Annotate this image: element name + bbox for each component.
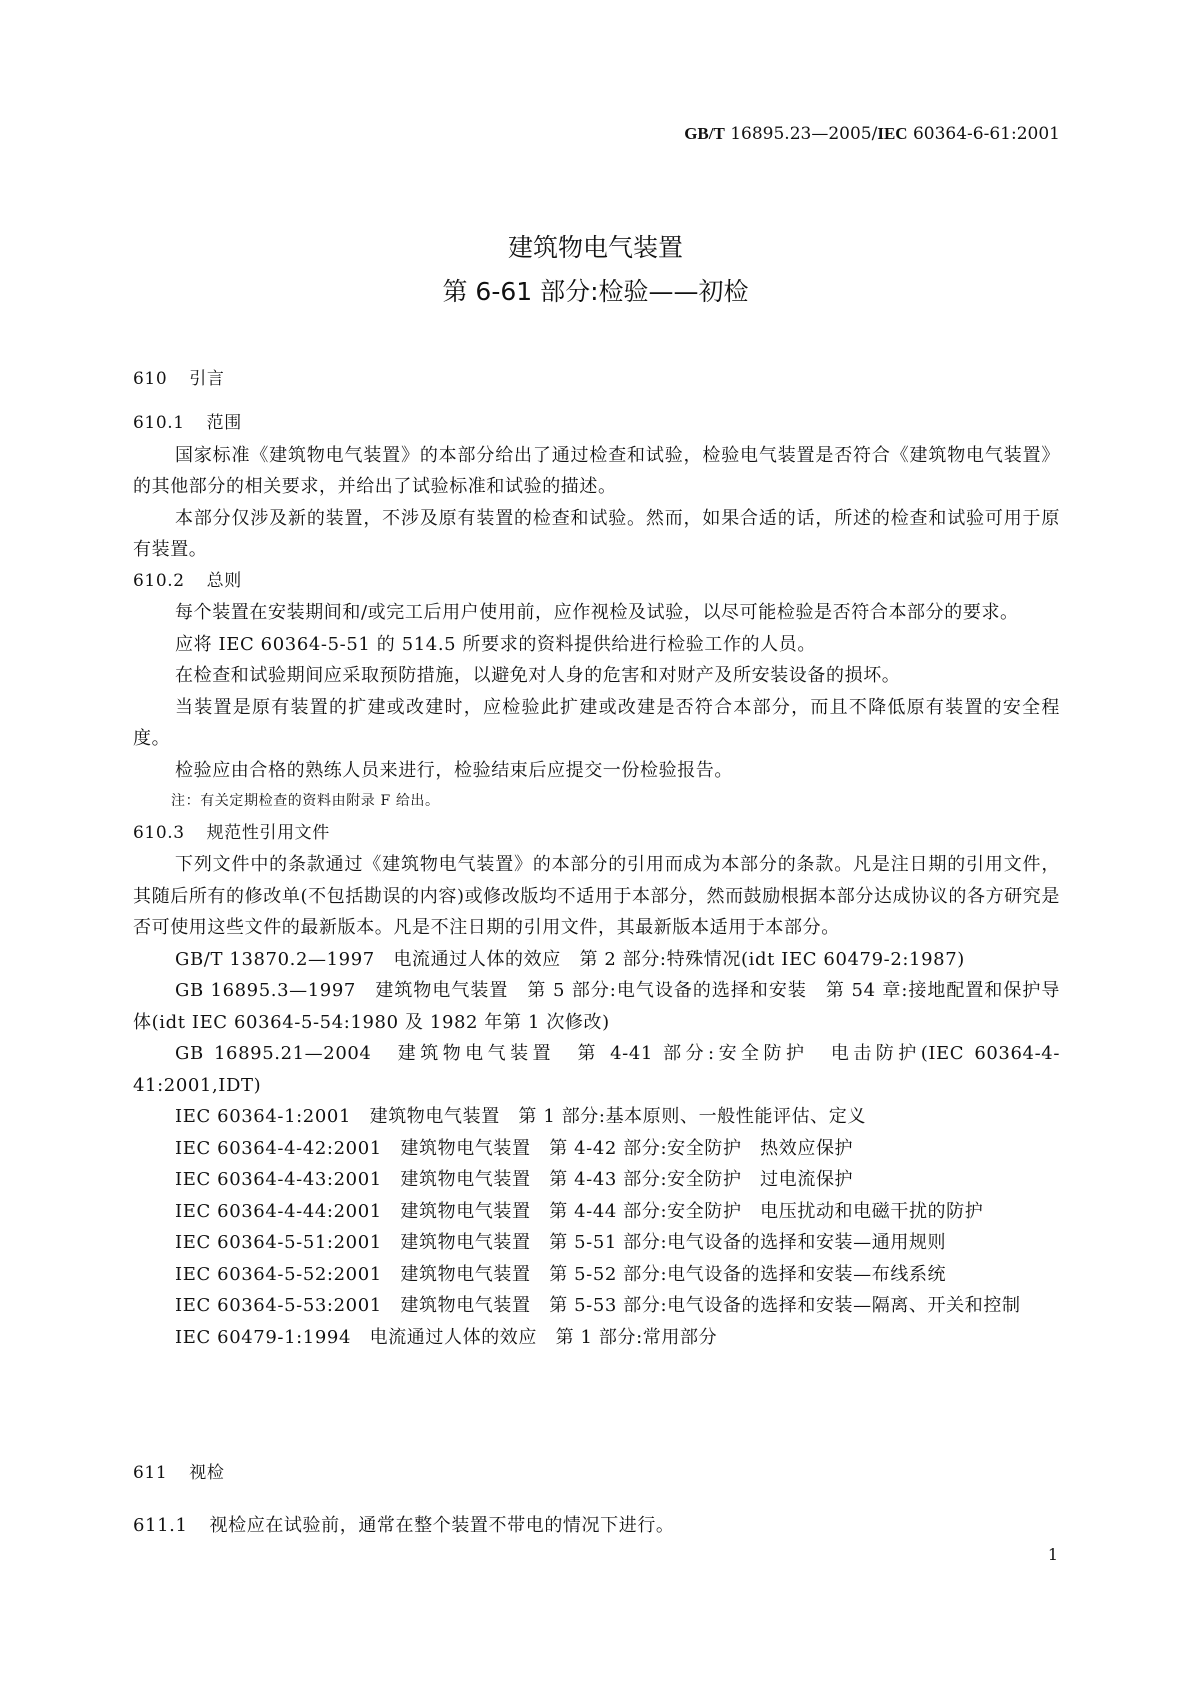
standard-header: GB/T 16895.23—2005/IEC 60364-6-61:2001 [684,124,1060,144]
paragraph: 在检查和试验期间应采取预防措施，以避免对人身的危害和对财产及所安装设备的损坏。 [175,665,901,686]
doc-subtitle: 第 6-61 部分:检验——初检 [442,277,749,306]
heading-611: 611 视检 [133,1463,225,1483]
paragraph: 本部分仅涉及新的装置，不涉及原有装置的检查和试验。然而，如果合适的话，所述的检查和试验可用于原有装置。 [133,507,1060,560]
paragraph: 应将 IEC 60364-5-51 的 514.5 所要求的资料提供给进行检验工作的人员。 [175,633,816,655]
reference-item: IEC 60364-5-53:2001 建筑物电气装置 第 5-53 部分:电气设备的选择和安装—隔离、开关和控制 [175,1295,1021,1316]
clause-611-1: 611.1 视检应在试验前，通常在整个装置不带电的情况下进行。 [133,1515,675,1536]
reference-item: IEC 60364-4-42:2001 建筑物电气装置 第 4-42 部分:安全防护 热效应保护 [175,1137,854,1159]
paragraph: 国家标准《建筑物电气装置》的本部分给出了通过检查和试验，检验电气装置是否符合《建筑物电气装置》的其他部分的相关要求，并给出了试验标准和试验的描述。 [133,444,1060,497]
reference-item: IEC 60364-5-52:2001 建筑物电气装置 第 5-52 部分:电气设备的选择和安装—布线系统 [175,1263,947,1285]
paragraph: 每个装置在安装期间和/或完工后用户使用前，应作视检及试验，以尽可能检验是否符合本部分的要求。 [175,602,1019,623]
reference-item: GB 16895.21—2004 建筑物电气装置 第 4-41 部分:安全防护 电击防护(IEC 60364-4-41:2001,IDT) [133,1043,1060,1096]
reference-item: IEC 60479-1:1994 电流通过人体的效应 第 1 部分:常用部分 [175,1326,718,1348]
page-number: 1 [1047,1545,1058,1564]
paragraph: 当装置是原有装置的扩建或改建时，应检验此扩建或改建是否符合本部分，而且不降低原有装置的安全程度。 [133,696,1060,749]
section-610-1: 610.1 范围 国家标准《建筑物电气装置》的本部分给出了通过检查和试验，检验电气装置是否符合《建筑物电气装置》的其他部分的相关要求，并给出了试验标准和试验的描述。 本部分仅涉及新的装置，不涉及原有装置的检查和试验。然而，如果合适的话，所述的检查和试验可用于原有装置。 610.2 总则 每个装置在安装期间和/或完工后用户使用前，应作视检及试验，以尽可能检验是否符合本部分的要求。 应将 IEC 60364-5-51 的 514.5 所要求的资料提供给进行检验工作的人员。 在检查和试验期间应采取预防措施，以避免对人身的危害和对财产及所安装设备的损坏。 当装置是原有装置的扩建或改建时，应检验此扩建或改建是否符合本部分，而且不降低原有装置的安全程度。 检验应由合格的熟练人员来进行，检验结束后应提交一份检验报告。 注：有关定期检查的资料由附录 F 给出。 610.3 规范性引用文件 下列文件中的条款通过《建筑物电气装置》的本部分的引用而成为本部分的条款。凡是注日期的引用文件，其随后所有的修改单(不包括勘误的内容)或修改版均不适用于本部分，然而鼓励根据本部分达成协议的各方研究是否可使用这些文件的最新版本。凡是不注日期的引用文件，其最新版本适用于本部分。 GB/T 13870.2—1997 电流通过人体的效应 第 2 部分:特殊情况(idt IEC 60479-2:1987) GB 16895.3—1997 建筑物电气装置 第 5 部分:电气设备的选择和安装 第 54 章:接地配置和保护导体(idt IEC 60364-5-54:1980 及 1982 年第 1 次修改) GB 16895.21—2004 建筑物电气装置 第 4-41 部分:安全防护 电击防护(IEC 60364-4-41:2001,IDT) IEC 60364-1:2001 建筑物电气装置 第 1 部分:基本原则、一般性能评估、定义 IEC 60364-4-42:2001 建筑物电气装置 第 4-42 部分:安全防护 热效应保护 IEC 60364-4-43:2001 建筑物电气装置 第 4-43 部分:安全防护 过电流保护 IEC 60364-4-44:2001 建筑物电气装置 第 4-44 部分:安全防护 电压扰动和电磁干扰的防护 IEC 60364-5-51:2001 建筑物电气装置 第 5-51 部分:电气设备的选择和安装—通用规则 IEC 60364-5-52:2001 建筑物电气装置 第 5-52 部分:电气设备的选择和安装—布线系统 IEC 60364-5-53:2001 建筑物电气装置 第 5-53 部分:电气设备的选择和安装—隔离、开关和控制 IEC 60479-1:1994 电流通过人体的效应 第 1 部分:常用部分 [133,408,1060,1353]
reference-item: IEC 60364-4-44:2001 建筑物电气装置 第 4-44 部分:安全防护 电压扰动和电磁干扰的防护 [175,1200,984,1222]
note: 注：有关定期检查的资料由附录 F 给出。 [171,793,440,809]
reference-item: GB 16895.3—1997 建筑物电气装置 第 5 部分:电气设备的选择和安装 第 54 章:接地配置和保护导体(idt IEC 60364-5-54:1980 及 1982 年第 1 次修改) [133,980,1060,1033]
reference-item: IEC 60364-5-51:2001 建筑物电气装置 第 5-51 部分:电气设备的选择和安装—通用规则 [175,1232,947,1253]
doc-title: 建筑物电气装置 [507,233,683,262]
reference-item: GB/T 13870.2—1997 电流通过人体的效应 第 2 部分:特殊情况(idt IEC 60479-2:1987) [175,948,965,970]
paragraph: 下列文件中的条款通过《建筑物电气装置》的本部分的引用而成为本部分的条款。凡是注日期的引用文件，其随后所有的修改单(不包括勘误的内容)或修改版均不适用于本部分，然而鼓励根据本部分达成协议的各方研究是否可使用这些文件的最新版本。凡是不注日期的引用文件，其最新版本适用于本部分。 [133,854,1060,938]
heading-610: 610 引言 [133,369,225,389]
paragraph: 检验应由合格的熟练人员来进行，检验结束后应提交一份检验报告。 [175,759,733,781]
reference-item: IEC 60364-1:2001 建筑物电气装置 第 1 部分:基本原则、一般性能评估、定义 [175,1106,866,1127]
reference-item: IEC 60364-4-43:2001 建筑物电气装置 第 4-43 部分:安全防护 过电流保护 [175,1169,854,1190]
